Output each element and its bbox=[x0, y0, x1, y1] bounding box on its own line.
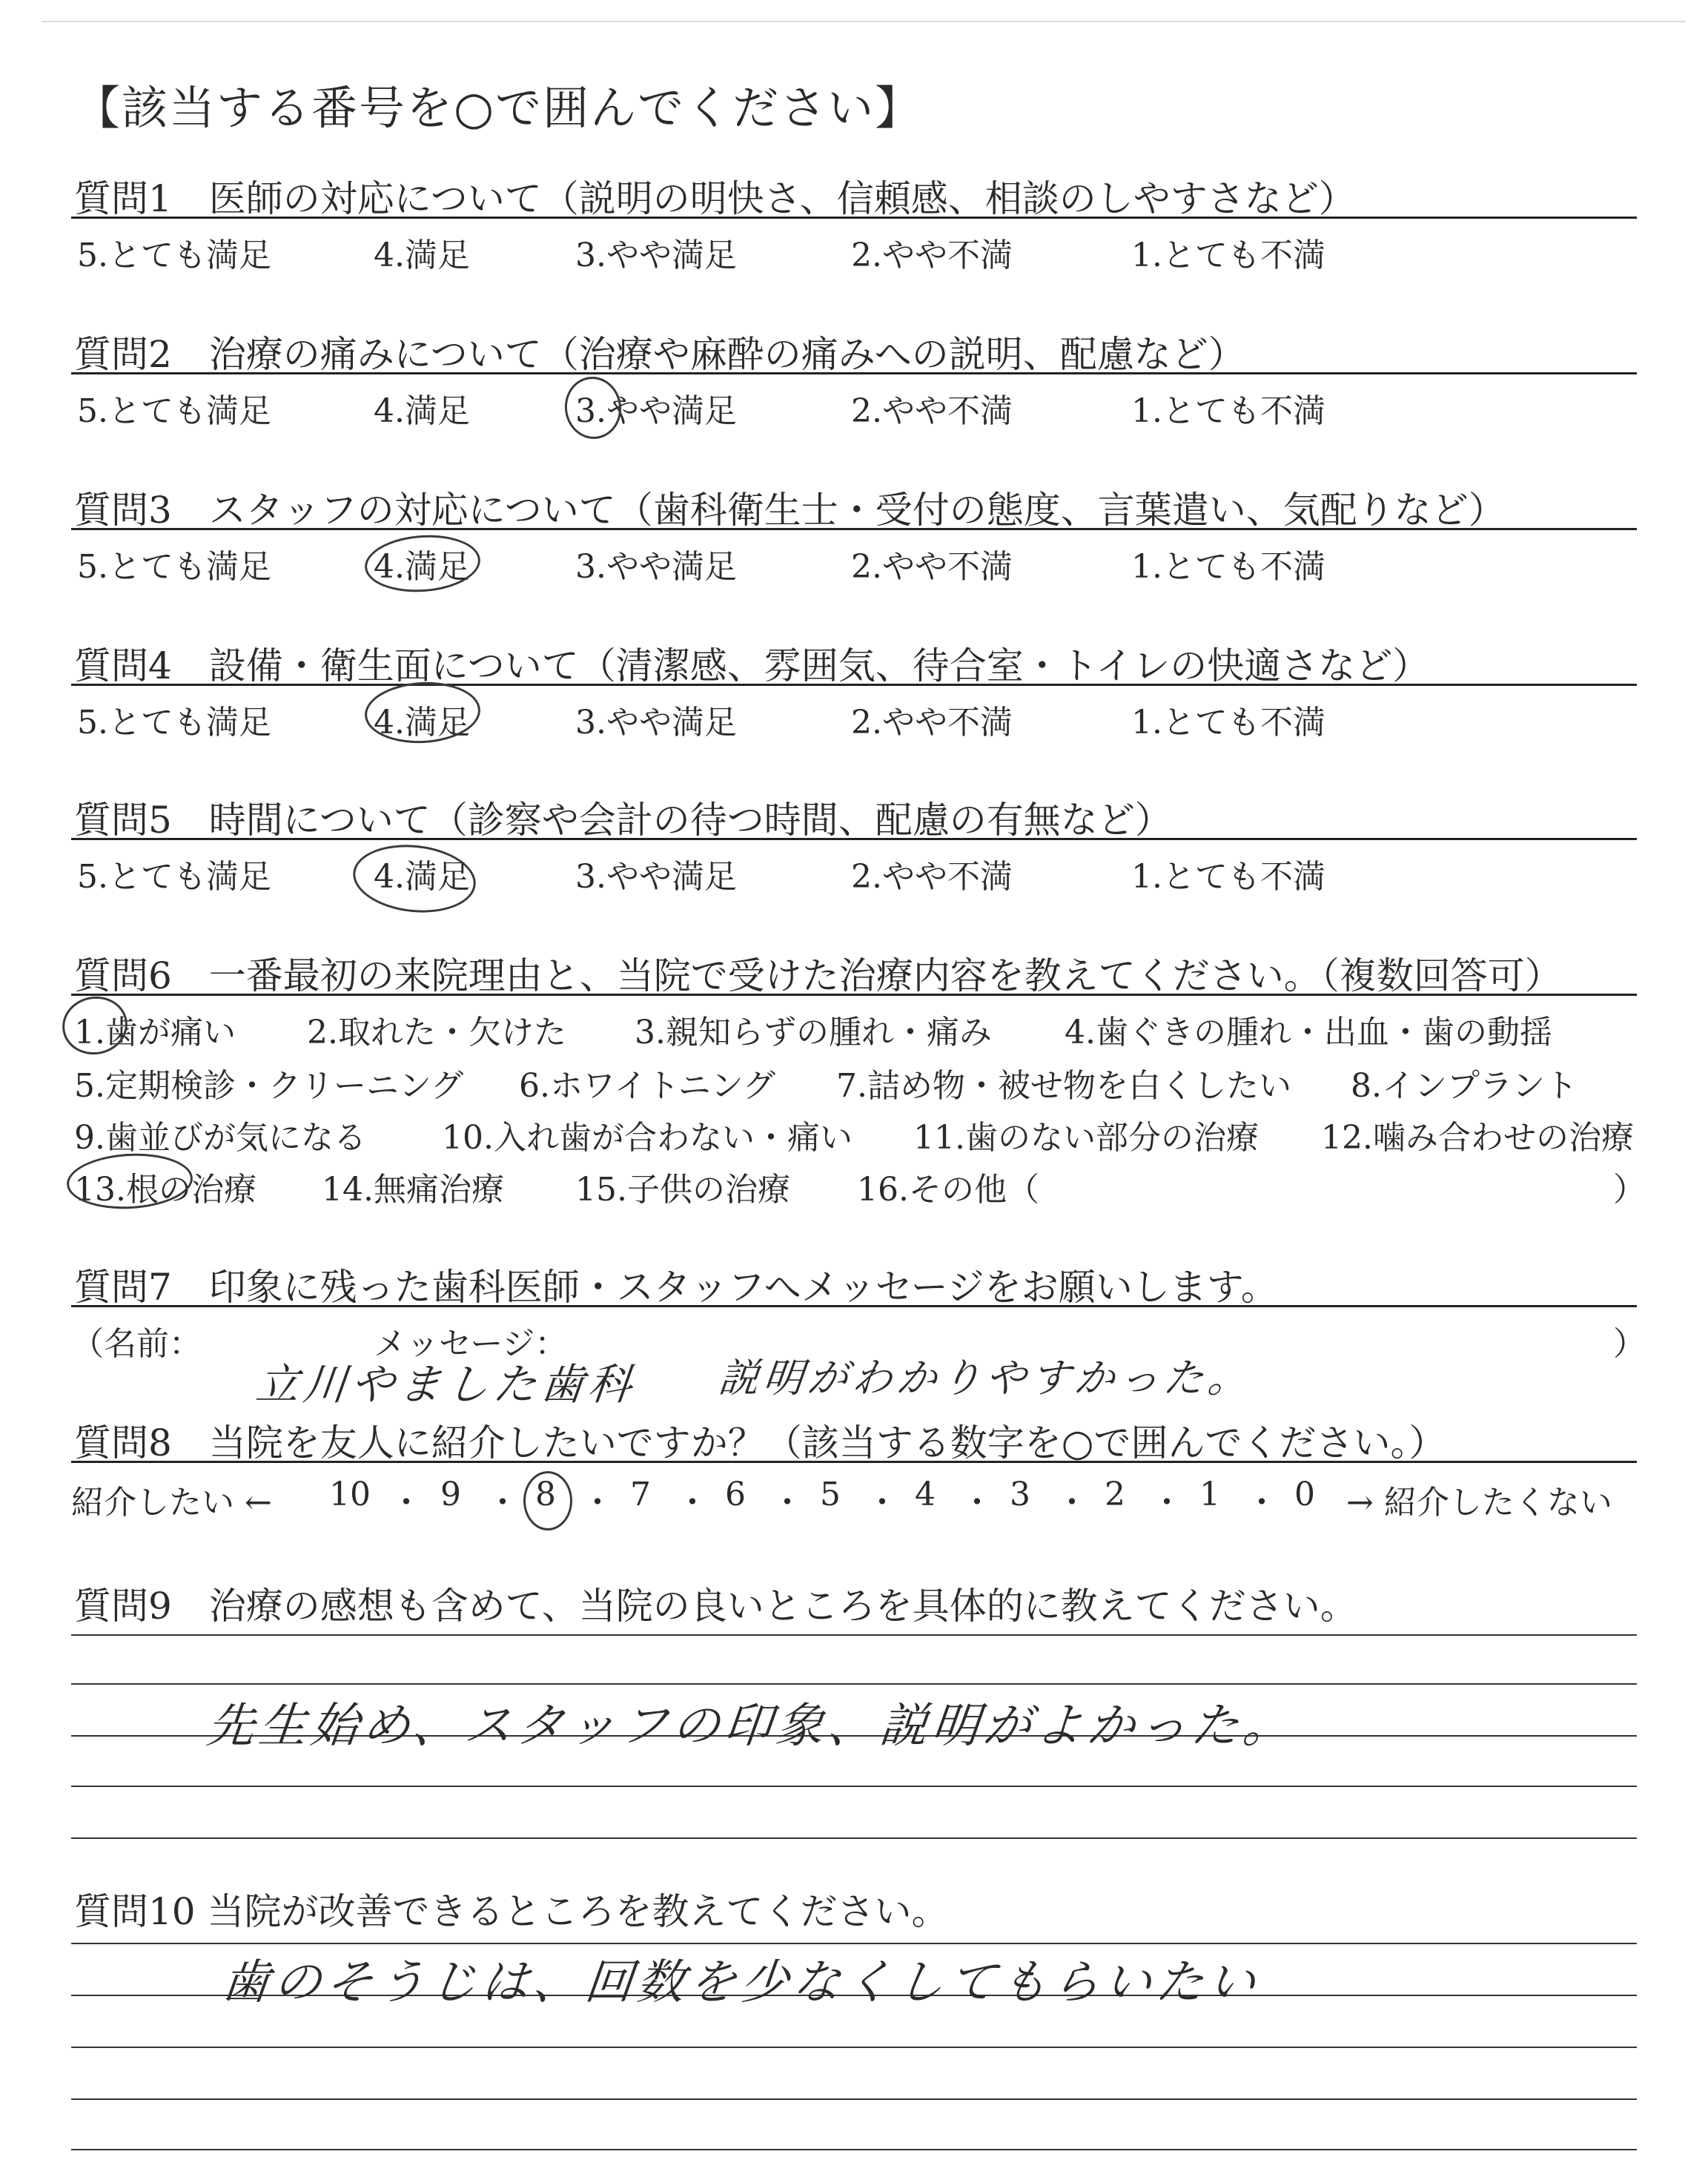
q7-title: 質問7 印象に残った歯科医師・スタッフへメッセージをお願いします。 bbox=[74, 1266, 1278, 1309]
q2-option-3[interactable]: 3.やや満足 bbox=[575, 392, 737, 430]
q4-title: 質問4 設備・衛生面について（清潔感、雰囲気、待合室・トイレの快適さなど） bbox=[74, 644, 1430, 687]
q6-item-10[interactable]: 10.入れ歯が合わない・痛い bbox=[442, 1119, 853, 1157]
q8-right-label: → 紹介したくない bbox=[1346, 1484, 1612, 1522]
q8-scale-4[interactable]: 4 bbox=[915, 1476, 936, 1513]
q9-line-4 bbox=[71, 1786, 1637, 1787]
q1-title: 質問1 医師の対応について（説明の明快さ、信頼感、相談のしやすさなど） bbox=[74, 177, 1356, 220]
q2-rule bbox=[71, 372, 1637, 374]
q7-handwritten-name: 立川やました歯科 bbox=[253, 1359, 639, 1410]
q8-scale-9[interactable]: 9 bbox=[440, 1476, 461, 1513]
q10-line-3 bbox=[71, 2047, 1637, 2048]
q4-option-2[interactable]: 2.やや不満 bbox=[851, 704, 1013, 742]
q10-line-5 bbox=[71, 2149, 1637, 2150]
q5-option-1[interactable]: 1.とても不満 bbox=[1131, 858, 1325, 896]
q6-item-6[interactable]: 6.ホワイトニング bbox=[519, 1067, 776, 1105]
q6-item-9[interactable]: 9.歯並びが気になる bbox=[74, 1119, 366, 1157]
q6-item-1[interactable]: 1.歯が痛い bbox=[74, 1014, 236, 1051]
q7-close-paren: ） bbox=[1613, 1325, 1646, 1363]
q1-option-2[interactable]: 2.やや不満 bbox=[851, 237, 1013, 274]
q8-scale-7[interactable]: 7 bbox=[630, 1476, 651, 1513]
q8-scale-3[interactable]: 3 bbox=[1010, 1476, 1030, 1513]
q9-line-1 bbox=[71, 1634, 1637, 1636]
q6-item-2[interactable]: 2.取れた・欠けた bbox=[307, 1014, 566, 1051]
q3-title: 質問3 スタッフの対応について（歯科衛生士・受付の態度、言葉遣い、気配りなど） bbox=[74, 489, 1506, 532]
q2-option-2[interactable]: 2.やや不満 bbox=[851, 392, 1013, 430]
q6-item-15[interactable]: 15.子供の治療 bbox=[575, 1171, 790, 1209]
q1-option-1[interactable]: 1.とても不満 bbox=[1131, 237, 1325, 274]
q8-dot: ・ bbox=[1151, 1484, 1183, 1522]
q6-item-4[interactable]: 4.歯ぐきの腫れ・出血・歯の動揺 bbox=[1065, 1014, 1552, 1051]
q9-handwritten-answer: 先生始め、スタッフの印象、説明がよかった。 bbox=[204, 1699, 1298, 1754]
q6-rule bbox=[71, 994, 1637, 996]
q7-rule bbox=[71, 1305, 1637, 1307]
q8-scale-6[interactable]: 6 bbox=[725, 1476, 746, 1513]
q6-item-12[interactable]: 12.噛み合わせの治療 bbox=[1321, 1119, 1634, 1157]
q3-rule bbox=[71, 528, 1637, 530]
q6-item-16[interactable]: 16.その他（ bbox=[857, 1171, 1039, 1209]
q5-title: 質問5 時間について（診察や会計の待つ時間、配慮の有無など） bbox=[74, 799, 1172, 842]
q8-scale-1[interactable]: 1 bbox=[1199, 1476, 1220, 1513]
q6-close-paren: ） bbox=[1613, 1171, 1646, 1209]
q4-option-3[interactable]: 3.やや満足 bbox=[575, 704, 737, 742]
q5-option-5[interactable]: 5.とても満足 bbox=[77, 858, 271, 896]
q5-rule bbox=[71, 838, 1637, 840]
q10-handwritten-answer: 歯のそうじは、回数を少なくしてもらいたい bbox=[219, 1955, 1263, 2010]
q8-dot: ・ bbox=[581, 1484, 614, 1522]
q8-dot: ・ bbox=[771, 1484, 804, 1522]
q9-line-5 bbox=[71, 1837, 1637, 1839]
q3-option-2[interactable]: 2.やや不満 bbox=[851, 548, 1013, 586]
q3-option-1[interactable]: 1.とても不満 bbox=[1131, 548, 1325, 586]
q2-option-4[interactable]: 4.満足 bbox=[374, 392, 470, 430]
q6-item-7[interactable]: 7.詰め物・被せ物を白くしたい bbox=[836, 1067, 1291, 1105]
q8-dot: ・ bbox=[1056, 1484, 1088, 1522]
q5-option-4[interactable]: 4.満足 bbox=[374, 858, 470, 896]
q8-dot: ・ bbox=[961, 1484, 993, 1522]
q6-title: 質問6 一番最初の来院理由と、当院で受けた治療内容を教えてください。（複数回答可） bbox=[74, 954, 1562, 997]
q1-rule bbox=[71, 217, 1637, 219]
q4-option-1[interactable]: 1.とても不満 bbox=[1131, 704, 1325, 742]
q8-dot: ・ bbox=[676, 1484, 709, 1522]
q8-scale-2[interactable]: 2 bbox=[1105, 1476, 1125, 1513]
q8-dot: ・ bbox=[390, 1484, 423, 1522]
q3-option-4[interactable]: 4.満足 bbox=[374, 548, 470, 586]
q8-scale-5[interactable]: 5 bbox=[820, 1476, 841, 1513]
q8-rule bbox=[71, 1461, 1637, 1463]
q4-rule bbox=[71, 684, 1637, 686]
q6-item-11[interactable]: 11.歯のない部分の治療 bbox=[913, 1119, 1259, 1157]
q6-item-13[interactable]: 13.根の治療 bbox=[74, 1171, 256, 1209]
q6-item-5[interactable]: 5.定期検診・クリーニング bbox=[74, 1067, 464, 1105]
q10-title: 質問10 当院が改善できるところを教えてください。 bbox=[74, 1890, 949, 1933]
q7-message-label: メッセージ： bbox=[374, 1325, 568, 1363]
q9-title: 質問9 治療の感想も含めて、当院の良いところを具体的に教えてください。 bbox=[74, 1585, 1357, 1628]
q8-scale-0[interactable]: 0 bbox=[1294, 1476, 1315, 1513]
q2-title: 質問2 治療の痛みについて（治療や麻酔の痛みへの説明、配慮など） bbox=[74, 333, 1245, 376]
q1-option-5[interactable]: 5.とても満足 bbox=[77, 237, 271, 274]
q5-option-3[interactable]: 3.やや満足 bbox=[575, 858, 737, 896]
page-header: 【該当する番号を○で囲んでください】 bbox=[74, 81, 923, 135]
q2-option-1[interactable]: 1.とても不満 bbox=[1131, 392, 1325, 430]
q8-dot: ・ bbox=[486, 1484, 519, 1522]
q8-title: 質問8 当院を友人に紹介したいですか？（該当する数字を○で囲んでください。） bbox=[74, 1421, 1446, 1464]
q6-item-14[interactable]: 14.無痛治療 bbox=[322, 1171, 504, 1209]
q4-option-4[interactable]: 4.満足 bbox=[374, 704, 470, 742]
q8-dot: ・ bbox=[866, 1484, 898, 1522]
q9-line-2 bbox=[71, 1683, 1637, 1685]
q5-option-2[interactable]: 2.やや不満 bbox=[851, 858, 1013, 896]
q10-line-4 bbox=[71, 2098, 1637, 2100]
q6-item-8[interactable]: 8.インプラント bbox=[1351, 1067, 1578, 1105]
q3-option-3[interactable]: 3.やや満足 bbox=[575, 548, 737, 586]
q1-option-4[interactable]: 4.満足 bbox=[374, 237, 470, 274]
q4-option-5[interactable]: 5.とても満足 bbox=[77, 704, 271, 742]
q8-left-label: 紹介したい ← bbox=[71, 1484, 272, 1522]
q3-option-5[interactable]: 5.とても満足 bbox=[77, 548, 271, 586]
top-border bbox=[42, 21, 1686, 22]
q2-option-5[interactable]: 5.とても満足 bbox=[77, 392, 271, 430]
q8-scale-10[interactable]: 10 bbox=[329, 1476, 371, 1513]
q8-dot: ・ bbox=[1245, 1484, 1278, 1522]
q1-option-3[interactable]: 3.やや満足 bbox=[575, 237, 737, 274]
q7-name-label: （名前： bbox=[71, 1325, 202, 1363]
q7-handwritten-message: 説明がわかりやすかった。 bbox=[716, 1355, 1255, 1401]
q8-scale-8[interactable]: 8 bbox=[535, 1476, 556, 1513]
q6-item-3[interactable]: 3.親知らずの腫れ・痛み bbox=[635, 1014, 992, 1051]
